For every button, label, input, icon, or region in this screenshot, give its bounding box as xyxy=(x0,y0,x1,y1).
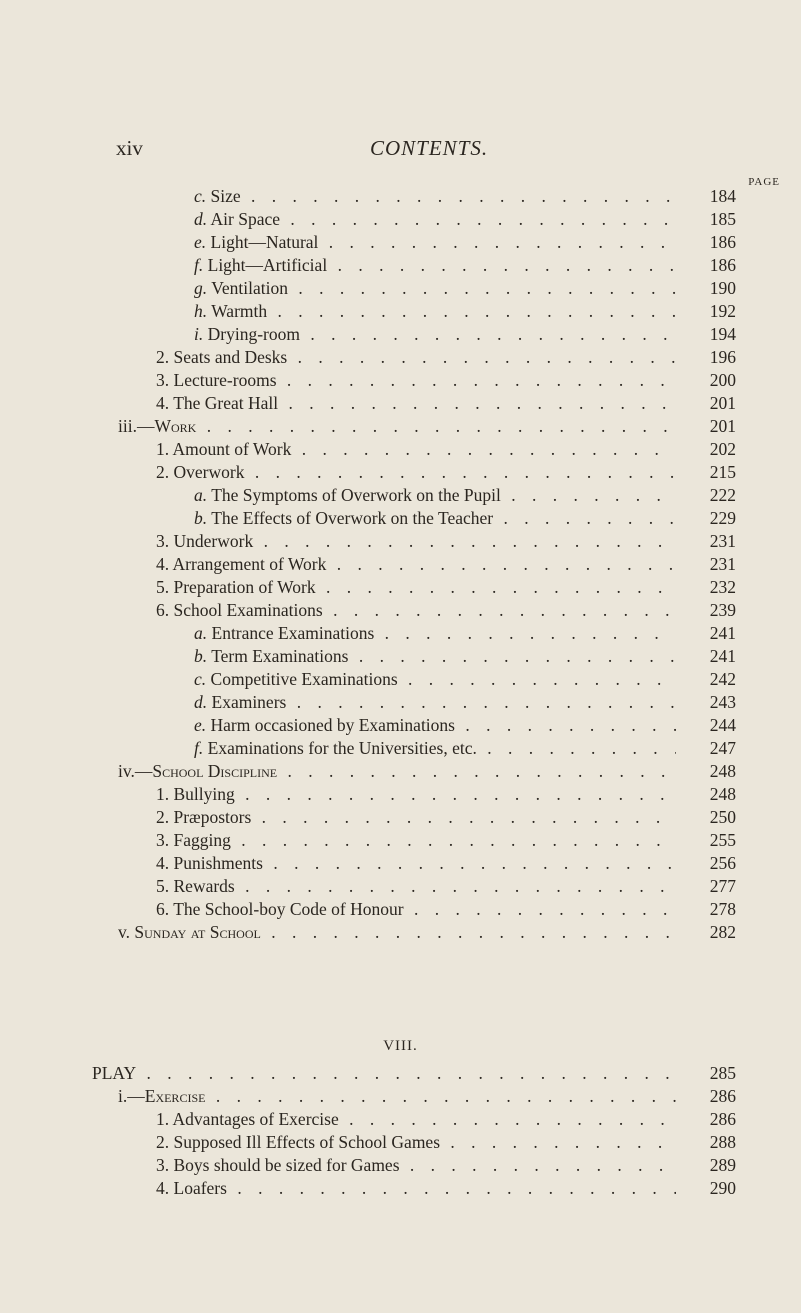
entry-label xyxy=(194,323,676,346)
entry-label xyxy=(194,484,676,507)
toc-entry xyxy=(0,231,801,254)
entry-marker: a. xyxy=(194,623,208,643)
toc-entry xyxy=(0,369,801,392)
entry-label xyxy=(156,576,676,599)
entry-title: Boys should be sized for Games xyxy=(173,1155,400,1175)
toc-entry xyxy=(0,1062,801,1085)
entry-marker: 1. xyxy=(156,784,170,804)
entry-marker: 1. xyxy=(156,439,170,459)
entry-title: Drying-room xyxy=(207,324,300,344)
page-number: xiv xyxy=(116,136,143,160)
toc-entry xyxy=(0,668,801,691)
entry-title: The Symptoms of Overwork on the Pupil xyxy=(211,485,501,505)
entry-title: Advantages of Exercise xyxy=(172,1109,339,1129)
entry-page-number: 201 xyxy=(709,393,736,413)
entry-marker: 4. xyxy=(156,393,170,413)
entry-title: Arrangement of Work xyxy=(172,554,327,574)
entry-label xyxy=(156,530,676,553)
entry-marker: e. xyxy=(194,715,207,735)
entry-marker: e. xyxy=(194,232,207,252)
entry-page-number: 186 xyxy=(709,255,736,275)
entry-page-number: 250 xyxy=(709,807,736,827)
entry-label xyxy=(156,829,676,852)
entry-title: Harm occasioned by Examinations xyxy=(210,715,455,735)
entry-marker: i.— xyxy=(118,1086,145,1106)
entry-page-number: 243 xyxy=(709,692,736,712)
contents-list xyxy=(0,185,801,944)
entry-title: Term Examinations xyxy=(211,646,349,666)
entry-page-number: 288 xyxy=(709,1132,736,1152)
toc-entry xyxy=(0,576,801,599)
entry-page-number: 277 xyxy=(709,876,736,896)
entry-marker: i. xyxy=(194,324,204,344)
entry-marker: b. xyxy=(194,646,208,666)
entry-marker: f. xyxy=(194,255,204,275)
toc-entry xyxy=(0,1177,801,1200)
entry-marker: 5. xyxy=(156,577,170,597)
entry-title: Examiners xyxy=(211,692,287,712)
toc-entry xyxy=(0,829,801,852)
entry-title: Overwork xyxy=(173,462,245,482)
toc-entry xyxy=(0,1131,801,1154)
entry-marker: v. xyxy=(118,922,130,942)
entry-label xyxy=(194,300,676,323)
entry-page-number: 222 xyxy=(709,485,736,505)
entry-marker: 4. xyxy=(156,554,170,574)
entry-title: Seats and Desks xyxy=(173,347,288,367)
entry-page-number: 286 xyxy=(709,1109,736,1129)
entry-page-number: 232 xyxy=(709,577,736,597)
toc-entry xyxy=(0,599,801,622)
entry-page-number: 290 xyxy=(709,1178,736,1198)
entry-label xyxy=(118,1085,676,1108)
entry-marker: 3. xyxy=(156,1155,170,1175)
entry-marker: iii.— xyxy=(118,416,155,436)
toc-entry xyxy=(0,783,801,806)
entry-label xyxy=(92,1062,676,1085)
entry-title: Entrance Examinations xyxy=(211,623,375,643)
entry-title: Bullying xyxy=(173,784,235,804)
toc-entry xyxy=(0,1154,801,1177)
toc-entry xyxy=(0,806,801,829)
entry-label xyxy=(194,714,676,737)
toc-entry xyxy=(0,438,801,461)
entry-marker: a. xyxy=(194,485,208,505)
toc-entry xyxy=(0,208,801,231)
entry-page-number: 241 xyxy=(709,646,736,666)
entry-label xyxy=(156,599,676,622)
entry-label xyxy=(118,760,676,783)
entry-page-number: 192 xyxy=(709,301,736,321)
entry-title: Supposed Ill Effects of School Games xyxy=(173,1132,441,1152)
toc-entry xyxy=(0,323,801,346)
entry-title: Sunday at School xyxy=(134,922,261,942)
entry-page-number: 185 xyxy=(709,209,736,229)
entry-title: Rewards xyxy=(173,876,235,896)
toc-entry xyxy=(0,760,801,783)
entry-title: Amount of Work xyxy=(172,439,292,459)
entry-marker: 6. xyxy=(156,600,170,620)
entry-page-number: 255 xyxy=(709,830,736,850)
entry-label xyxy=(194,185,676,208)
entry-marker: b. xyxy=(194,508,208,528)
entry-title: Light—Artificial xyxy=(207,255,328,275)
entry-page-number: 194 xyxy=(709,324,736,344)
entry-title: Preparation of Work xyxy=(173,577,316,597)
entry-page-number: 289 xyxy=(709,1155,736,1175)
entry-page-number: 202 xyxy=(709,439,736,459)
entry-title: Punishments xyxy=(173,853,263,873)
toc-entry xyxy=(0,553,801,576)
entry-page-number: 239 xyxy=(709,600,736,620)
entry-page-number: 201 xyxy=(709,416,736,436)
entry-label xyxy=(156,1131,676,1154)
entry-page-number: 231 xyxy=(709,554,736,574)
running-title: CONTENTS. xyxy=(370,136,489,160)
entry-marker: f. xyxy=(194,738,204,758)
entry-title: The Effects of Overwork on the Teacher xyxy=(211,508,494,528)
entry-marker: d. xyxy=(194,692,208,712)
entry-label xyxy=(156,438,676,461)
toc-entry xyxy=(0,852,801,875)
toc-entry xyxy=(0,185,801,208)
entry-marker: c. xyxy=(194,186,207,206)
entry-label xyxy=(156,875,676,898)
toc-entry xyxy=(0,300,801,323)
toc-entry xyxy=(0,415,801,438)
entry-label xyxy=(156,898,676,921)
entry-label xyxy=(194,507,676,530)
entry-label xyxy=(156,1154,676,1177)
toc-entry xyxy=(0,484,801,507)
entry-marker: iv.— xyxy=(118,761,153,781)
entry-label xyxy=(156,346,676,369)
entry-label xyxy=(118,921,676,944)
toc-entry xyxy=(0,691,801,714)
entry-marker: d. xyxy=(194,209,208,229)
entry-marker: 3. xyxy=(156,531,170,551)
entry-marker: 3. xyxy=(156,830,170,850)
toc-entry xyxy=(0,622,801,645)
entry-title: Ventilation xyxy=(211,278,288,298)
toc-entry xyxy=(0,714,801,737)
entry-page-number: 244 xyxy=(709,715,736,735)
entry-label xyxy=(156,852,676,875)
entry-page-number: 282 xyxy=(709,922,736,942)
part-contents-list xyxy=(0,1062,801,1200)
entry-title: Work xyxy=(154,416,197,436)
entry-title: Warmth xyxy=(211,301,268,321)
entry-marker: 6. xyxy=(156,899,170,919)
toc-entry xyxy=(0,507,801,530)
toc-entry xyxy=(0,392,801,415)
entry-marker: 4. xyxy=(156,853,170,873)
entry-page-number: 242 xyxy=(709,669,736,689)
entry-title: The School-boy Code of Honour xyxy=(173,899,404,919)
entry-title: Lecture-rooms xyxy=(173,370,277,390)
entry-title: PLAY xyxy=(92,1063,137,1083)
entry-title: Præpostors xyxy=(173,807,252,827)
toc-entry xyxy=(0,254,801,277)
entry-title: Competitive Examinations xyxy=(210,669,398,689)
entry-page-number: 186 xyxy=(709,232,736,252)
toc-entry xyxy=(0,737,801,760)
toc-entry xyxy=(0,277,801,300)
entry-label xyxy=(156,1108,676,1131)
entry-label xyxy=(194,668,676,691)
entry-title: Loafers xyxy=(173,1178,227,1198)
entry-page-number: 248 xyxy=(709,761,736,781)
entry-page-number: 241 xyxy=(709,623,736,643)
running-head xyxy=(0,136,801,160)
entry-title: The Great Hall xyxy=(173,393,279,413)
toc-entry xyxy=(0,1085,801,1108)
entry-label xyxy=(194,231,676,254)
entry-page-number: 184 xyxy=(709,186,736,206)
entry-marker: h. xyxy=(194,301,208,321)
entry-marker: 2. xyxy=(156,807,170,827)
entry-label xyxy=(156,553,676,576)
entry-label xyxy=(194,277,676,300)
toc-entry xyxy=(0,461,801,484)
toc-entry xyxy=(0,346,801,369)
entry-title: Size xyxy=(210,186,241,206)
entry-title: School Discipline xyxy=(152,761,278,781)
entry-label xyxy=(156,369,676,392)
entry-label xyxy=(194,208,676,231)
toc-entry xyxy=(0,875,801,898)
entry-label xyxy=(156,392,676,415)
entry-title: Fagging xyxy=(173,830,231,850)
entry-label xyxy=(156,783,676,806)
entry-title: School Examinations xyxy=(173,600,323,620)
entry-label xyxy=(194,645,676,668)
entry-label xyxy=(194,622,676,645)
entry-marker: g. xyxy=(194,278,208,298)
toc-entry xyxy=(0,898,801,921)
entry-marker: 2. xyxy=(156,347,170,367)
entry-page-number: 200 xyxy=(709,370,736,390)
toc-entry xyxy=(0,645,801,668)
entry-label xyxy=(194,254,676,277)
entry-title: Underwork xyxy=(173,531,254,551)
entry-marker: 2. xyxy=(156,1132,170,1152)
entry-title: Exercise xyxy=(144,1086,206,1106)
entry-label xyxy=(194,691,676,714)
entry-page-number: 196 xyxy=(709,347,736,367)
toc-entry xyxy=(0,530,801,553)
entry-marker: 4. xyxy=(156,1178,170,1198)
entry-page-number: 215 xyxy=(709,462,736,482)
entry-page-number: 247 xyxy=(709,738,736,758)
entry-label xyxy=(156,461,676,484)
entry-page-number: 190 xyxy=(709,278,736,298)
entry-page-number: 248 xyxy=(709,784,736,804)
entry-title: Air Space xyxy=(210,209,281,229)
entry-marker: 2. xyxy=(156,462,170,482)
entry-marker: 5. xyxy=(156,876,170,896)
page-column-label: PAGE xyxy=(748,176,780,188)
entry-label xyxy=(156,1177,676,1200)
entry-title: Light—Natural xyxy=(210,232,319,252)
entry-label xyxy=(156,806,676,829)
entry-title: Examinations for the Universities, etc. xyxy=(207,738,477,758)
entry-page-number: 278 xyxy=(709,899,736,919)
entry-page-number: 229 xyxy=(709,508,736,528)
entry-label xyxy=(118,415,676,438)
entry-page-number: 256 xyxy=(709,853,736,873)
toc-entry xyxy=(0,921,801,944)
entry-marker: c. xyxy=(194,669,207,689)
entry-page-number: 285 xyxy=(709,1063,736,1083)
entry-page-number: 231 xyxy=(709,531,736,551)
entry-marker: 1. xyxy=(156,1109,170,1129)
entry-marker: 3. xyxy=(156,370,170,390)
part-heading: VIII. xyxy=(383,1038,418,1054)
toc-entry xyxy=(0,1108,801,1131)
entry-page-number: 286 xyxy=(709,1086,736,1106)
entry-label xyxy=(194,737,676,760)
